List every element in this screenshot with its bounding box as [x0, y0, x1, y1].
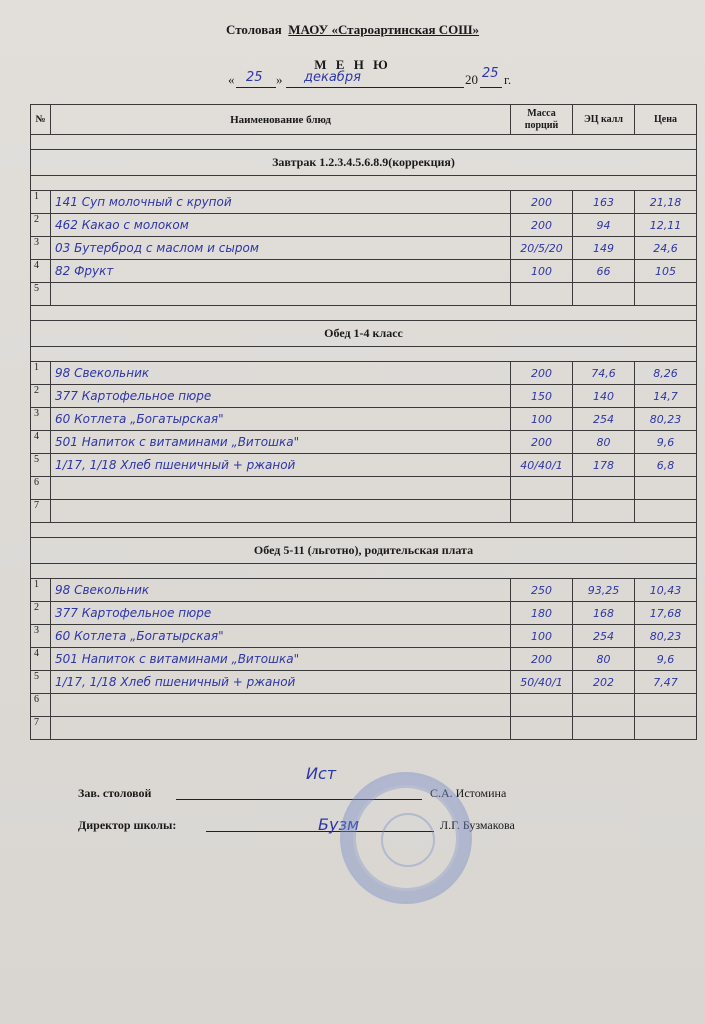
dish-name: [51, 500, 511, 523]
table-row: [31, 408, 697, 431]
dish-price: 105: [635, 260, 697, 283]
dish-price: 7,47: [635, 671, 697, 694]
dish-name: 98 Свекольник: [51, 579, 511, 602]
section-spacer: [31, 564, 697, 579]
menu-body: [31, 135, 697, 740]
dish-price: 8,26: [635, 362, 697, 385]
dish-kcal: 93,25: [573, 579, 635, 602]
table-row: [31, 454, 697, 477]
dish-mass: 150: [511, 385, 573, 408]
school-stamp: [340, 772, 472, 904]
manager-signature: Ист: [306, 764, 337, 783]
col-header-mass-line1: Масса: [527, 107, 556, 119]
director-signature: Бузм: [318, 815, 360, 834]
dish-mass: 100: [511, 625, 573, 648]
dish-price: 80,23: [635, 625, 697, 648]
dish-kcal: 94: [573, 214, 635, 237]
row-number: 3: [31, 625, 51, 648]
document-title: [0, 22, 705, 38]
table-row: [31, 602, 697, 625]
dish-name: 1/17, 1/18 Хлеб пшеничный + ржаной: [51, 454, 511, 477]
col-header-name: Наименование блюд: [51, 105, 511, 135]
dish-price: 17,68: [635, 602, 697, 625]
dish-mass: 200: [511, 362, 573, 385]
year-end: г.: [504, 72, 512, 87]
dish-name: 03 Бутерброд с маслом и сыром: [51, 237, 511, 260]
dish-name: 501 Напиток с витаминами „Витошка": [51, 431, 511, 454]
dish-mass: [511, 500, 573, 523]
spacer-cell: [31, 176, 697, 191]
date-month: декабря: [304, 70, 361, 85]
section-spacer: [31, 306, 697, 321]
row-number: 6: [31, 694, 51, 717]
dish-kcal: 66: [573, 260, 635, 283]
row-number: 1: [31, 579, 51, 602]
title-prefix: Столовая: [225, 22, 282, 37]
dish-mass: 200: [511, 431, 573, 454]
col-header-price: Цена: [635, 105, 697, 135]
menu-table: [30, 104, 697, 740]
section-spacer: [31, 176, 697, 191]
section-spacer: [31, 347, 697, 362]
dish-price: 24,6: [635, 237, 697, 260]
dish-kcal: [573, 500, 635, 523]
dish-name: [51, 717, 511, 740]
table-row: [31, 579, 697, 602]
spacer-cell: [31, 523, 697, 538]
dish-price: 80,23: [635, 408, 697, 431]
dish-name: 60 Котлета „Богатырская": [51, 625, 511, 648]
row-number: 4: [31, 431, 51, 454]
dish-name: 462 Какао с молоком: [51, 214, 511, 237]
dish-kcal: 140: [573, 385, 635, 408]
manager-label: Зав. столовой: [78, 786, 152, 800]
table-row: [31, 500, 697, 523]
dish-name: 60 Котлета „Богатырская": [51, 408, 511, 431]
dish-price: 6,8: [635, 454, 697, 477]
row-number: 6: [31, 477, 51, 500]
row-number: 3: [31, 237, 51, 260]
dish-name: [51, 694, 511, 717]
dish-name: 1/17, 1/18 Хлеб пшеничный + ржаной: [51, 671, 511, 694]
dish-mass: 200: [511, 191, 573, 214]
table-row: [31, 477, 697, 500]
dish-kcal: 202: [573, 671, 635, 694]
section-title: Завтрак 1.2.3.4.5.6.8.9(коррекция): [31, 150, 697, 176]
dish-kcal: 178: [573, 454, 635, 477]
row-number: 5: [31, 283, 51, 306]
dish-kcal: [573, 477, 635, 500]
dish-kcal: 254: [573, 625, 635, 648]
section-header-row: [31, 538, 697, 564]
row-number: 4: [31, 648, 51, 671]
dish-name: 377 Картофельное пюре: [51, 602, 511, 625]
date-quote-close: »: [276, 72, 283, 87]
date-line: [228, 66, 558, 90]
dish-mass: 180: [511, 602, 573, 625]
dish-mass: [511, 477, 573, 500]
row-number: 5: [31, 454, 51, 477]
spacer-cell: [31, 135, 697, 150]
school-name: МАОУ «Староартинская СОШ»: [288, 22, 480, 37]
table-row: [31, 260, 697, 283]
row-number: 1: [31, 362, 51, 385]
director-name: Л.Г. Бузмакова: [440, 818, 515, 832]
menu-heading: М Е Н Ю: [314, 57, 391, 72]
dish-kcal: 254: [573, 408, 635, 431]
dish-mass: 250: [511, 579, 573, 602]
table-row: [31, 625, 697, 648]
row-number: 1: [31, 191, 51, 214]
dish-price: [635, 283, 697, 306]
dish-name: 501 Напиток с витаминами „Витошка": [51, 648, 511, 671]
row-number: 3: [31, 408, 51, 431]
section-title: Обед 5-11 (льготно), родительская плата: [31, 538, 697, 564]
dish-mass: 100: [511, 408, 573, 431]
date-day: 25: [246, 70, 263, 85]
stamp-emblem: [381, 813, 435, 867]
table-row: [31, 191, 697, 214]
row-number: 7: [31, 717, 51, 740]
table-row: [31, 431, 697, 454]
col-header-mass-line2: порций: [524, 119, 559, 131]
dish-price: 9,6: [635, 648, 697, 671]
table-row: [31, 717, 697, 740]
dish-kcal: 163: [573, 191, 635, 214]
table-header-row: [31, 105, 697, 135]
dish-price: [635, 694, 697, 717]
spacer-cell: [31, 564, 697, 579]
row-number: 2: [31, 214, 51, 237]
dish-mass: 20/5/20: [511, 237, 573, 260]
director-label: Директор школы:: [78, 818, 177, 832]
dish-mass: [511, 694, 573, 717]
dish-kcal: [573, 717, 635, 740]
manager-name: С.А. Истомина: [430, 786, 507, 800]
dish-price: [635, 500, 697, 523]
dish-kcal: [573, 283, 635, 306]
dish-mass: 40/40/1: [511, 454, 573, 477]
dish-mass: [511, 717, 573, 740]
dish-price: 10,43: [635, 579, 697, 602]
section-spacer: [31, 523, 697, 538]
section-spacer: [31, 135, 697, 150]
dish-price: 9,6: [635, 431, 697, 454]
table-row: [31, 283, 697, 306]
dish-name: [51, 283, 511, 306]
table-row: [31, 237, 697, 260]
year-prefix: 20: [465, 72, 478, 87]
row-number: 5: [31, 671, 51, 694]
dish-price: [635, 477, 697, 500]
dish-mass: 100: [511, 260, 573, 283]
row-number: 2: [31, 602, 51, 625]
table-row: [31, 385, 697, 408]
dish-kcal: 74,6: [573, 362, 635, 385]
col-header-mass: [511, 105, 573, 135]
spacer-cell: [31, 306, 697, 321]
dish-kcal: [573, 694, 635, 717]
dish-kcal: 168: [573, 602, 635, 625]
table-row: [31, 671, 697, 694]
dish-mass: [511, 283, 573, 306]
dish-name: 82 Фрукт: [51, 260, 511, 283]
table-row: [31, 214, 697, 237]
dish-kcal: 80: [573, 648, 635, 671]
dish-name: [51, 477, 511, 500]
spacer-cell: [31, 347, 697, 362]
year-suffix: 25: [482, 66, 499, 81]
dish-name: 98 Свекольник: [51, 362, 511, 385]
section-header-row: [31, 321, 697, 347]
dish-price: 14,7: [635, 385, 697, 408]
table-row: [31, 694, 697, 717]
row-number: 7: [31, 500, 51, 523]
dish-price: 12,11: [635, 214, 697, 237]
dish-mass: 200: [511, 214, 573, 237]
dish-kcal: 80: [573, 431, 635, 454]
table-row: [31, 648, 697, 671]
dish-price: [635, 717, 697, 740]
row-number: 2: [31, 385, 51, 408]
col-header-num: №: [31, 105, 51, 135]
dish-kcal: 149: [573, 237, 635, 260]
dish-name: 377 Картофельное пюре: [51, 385, 511, 408]
section-header-row: [31, 150, 697, 176]
dish-name: 141 Суп молочный с крупой: [51, 191, 511, 214]
dish-mass: 200: [511, 648, 573, 671]
dish-price: 21,18: [635, 191, 697, 214]
dish-mass: 50/40/1: [511, 671, 573, 694]
col-header-kcal: ЭЦ калл: [573, 105, 635, 135]
row-number: 4: [31, 260, 51, 283]
table-row: [31, 362, 697, 385]
section-title: Обед 1-4 класс: [31, 321, 697, 347]
date-quote-open: «: [228, 72, 235, 87]
